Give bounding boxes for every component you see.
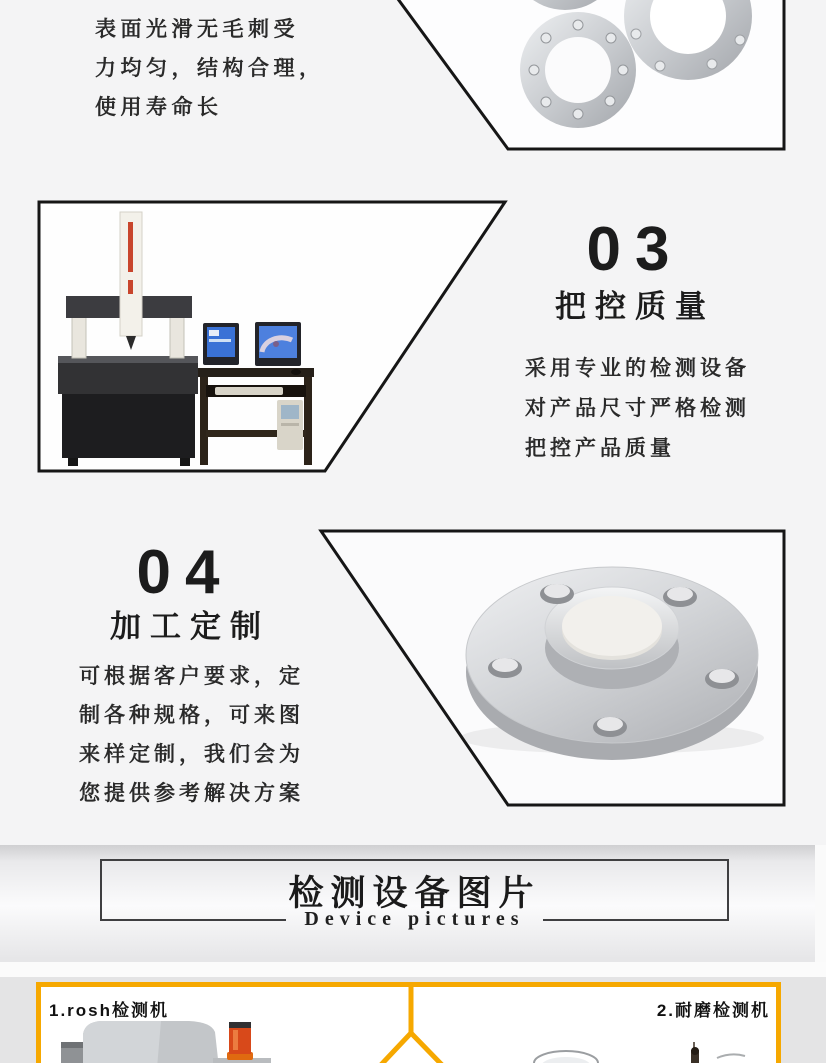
device2-label: 2.耐磨检测机: [656, 1001, 770, 1020]
banner-section: [0, 845, 815, 962]
section04-line: 制各种规格，可来图: [79, 704, 304, 727]
section03-text: [525, 349, 750, 469]
banner-title: 检测设备图片: [288, 874, 541, 913]
banner-box: [100, 859, 729, 930]
section-divider-gap: [0, 962, 826, 977]
section03-line: 对产品尺寸严格检测: [525, 397, 750, 420]
section02-line: 使用寿命长: [95, 96, 223, 119]
banner-subtitle-row: [100, 908, 729, 931]
section04-line: 来样定制，我们会为: [79, 743, 304, 766]
device-pictures-box: [36, 982, 781, 1063]
device1-label: 1.rosh检测机: [49, 1001, 170, 1020]
device-pictures-section: [0, 977, 826, 1063]
section02-text: [95, 10, 325, 127]
section02-line: 表面光滑无毛刺受: [95, 18, 299, 41]
section03-line: 把控产品质量: [525, 437, 675, 460]
section04-text: [79, 657, 304, 813]
section04-number: 04: [136, 538, 234, 607]
flange-rings-image: [380, 0, 800, 158]
section03-line: 采用专业的检测设备: [525, 357, 750, 380]
wear-tester-image: [521, 1042, 771, 1063]
section04-line: 可根据客户要求，定: [79, 665, 304, 688]
section04-line: 您提供参考解决方案: [79, 782, 304, 805]
section03-title: 把控质量: [555, 289, 715, 324]
section02-line: 力均匀，结构合理，: [95, 57, 325, 80]
cmm-machine-image: [28, 195, 518, 485]
banner-right-gap: [815, 845, 826, 962]
section03-number: 03: [586, 215, 684, 284]
banner-subtitle: Device pictures: [304, 908, 525, 930]
banner-line-left: [100, 919, 286, 921]
banner-line-right: [543, 919, 729, 921]
machined-flange-image: [315, 525, 790, 812]
section04-title: 加工定制: [110, 609, 270, 644]
rosh-machine-image: [61, 1018, 271, 1063]
